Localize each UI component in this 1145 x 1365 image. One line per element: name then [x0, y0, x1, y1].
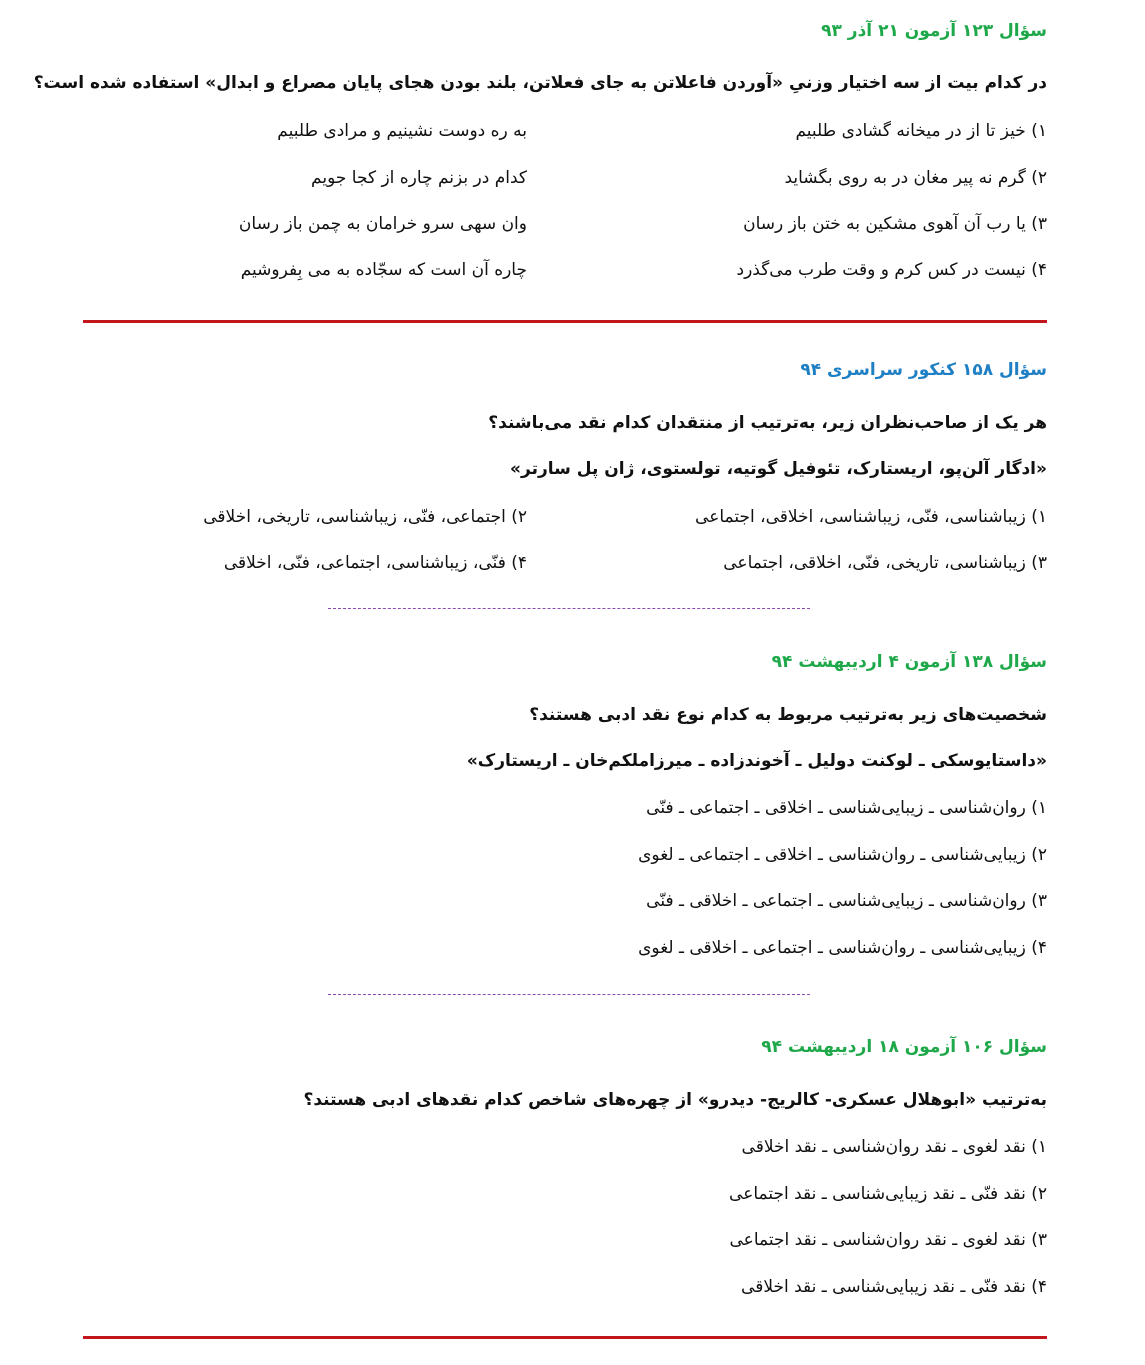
option-3: ۳) یا رب آن آهوی مشکین به ختن باز رسان: [743, 214, 1047, 234]
option-4-second-hemistich: چاره آن است که سجّاده به می بِفروشیم: [240, 260, 527, 280]
option-4: ۴) نیست در کس کرم و وقت طرب می‌گذرد: [736, 260, 1047, 280]
option-3-second-hemistich: وان سهی سرو خرامان به چمن باز رسان: [238, 214, 527, 234]
option-2: ۲) اجتماعی، فنّی، زیباشناسی، تاریخی، اخلاقی: [203, 507, 527, 527]
question-title: سؤال ۱۵۸ کنکور سراسری ۹۴: [800, 360, 1047, 380]
section-divider: [83, 320, 1047, 323]
option-3: ۳) نقد لغوی ـ نقد روان‌شناسی ـ نقد اجتماعی: [729, 1230, 1047, 1250]
option-2: ۲) گرم نه پیر مغان در به روی بگشاید: [784, 168, 1047, 188]
question-title: سؤال ۱۰۶ آزمون ۱۸ اردیبهشت ۹۴: [761, 1037, 1047, 1057]
question-text: در کدام بیت از سه اختیار وزنیِ «آوردن فاعلاتن به جای فعلاتن، بلند بودن هجای پایان مصراع و ابدال» استفاده شده است؟: [33, 73, 1047, 93]
option-3: ۳) روان‌شناسی ـ زیبایی‌شناسی ـ اجتماعی ـ اخلاقی ـ فنّی: [646, 891, 1047, 911]
option-2: ۲) نقد فنّی ـ نقد زیبایی‌شناسی ـ نقد اجتماعی: [729, 1184, 1047, 1204]
option-4: ۴) زیبایی‌شناسی ـ روان‌شناسی ـ اجتماعی ـ اخلاقی ـ لغوی: [638, 938, 1047, 958]
option-2: ۲) زیبایی‌شناسی ـ روان‌شناسی ـ اخلاقی ـ اجتماعی ـ لغوی: [638, 845, 1047, 865]
question-title: سؤال ۱۲۳ آزمون ۲۱ آذر ۹۳: [821, 21, 1047, 41]
question-text: شخصیت‌های زیر به‌ترتیب مربوط به کدام نوع نقد ادبی هستند؟: [529, 705, 1047, 725]
section-divider: [83, 1336, 1047, 1339]
dashed-divider: [328, 994, 810, 995]
question-quote: «داستایوسکی ـ لوکنت دولیل ـ آخوندزاده ـ میرزاملکم‌خان ـ اریستارک»: [466, 751, 1047, 771]
option-1: ۱) روان‌شناسی ـ زیبایی‌شناسی ـ اخلاقی ـ اجتماعی ـ فنّی: [646, 798, 1047, 818]
dashed-divider: [328, 608, 810, 609]
option-1-second-hemistich: به ره دوست نشینیم و مرادی طلبیم: [277, 121, 527, 141]
option-2-second-hemistich: کدام در بزنم چاره از کجا جویم: [311, 168, 527, 188]
question-text: به‌ترتیب «ابوهلال عسکری- کالریج- دیدرو» از چهره‌های شاخص کدام نقدهای ادبی هستند؟: [303, 1090, 1047, 1110]
option-3: ۳) زیباشناسی، تاریخی، فنّی، اخلاقی، اجتماعی: [723, 553, 1047, 573]
option-4: ۴) نقد فنّی ـ نقد زیبایی‌شناسی ـ نقد اخلاقی: [741, 1277, 1047, 1297]
option-4: ۴) فنّی، زیباشناسی، اجتماعی، فنّی، اخلاقی: [223, 553, 527, 573]
option-1: ۱) خیز تا از در میخانه گشادی طلبیم: [795, 121, 1047, 141]
question-text: هر یک از صاحب‌نظران زیر، به‌ترتیب از منتقدان کدام نقد می‌باشند؟: [488, 413, 1047, 433]
question-quote: «ادگار آلن‌پو، اریستارک، تئوفیل گوتیه، تولستوی، ژان پل سارتر»: [510, 459, 1047, 479]
question-title: سؤال ۱۳۸ آزمون ۴ اردیبهشت ۹۴: [771, 652, 1047, 672]
option-1: ۱) نقد لغوی ـ نقد روان‌شناسی ـ نقد اخلاقی: [741, 1137, 1047, 1157]
option-1: ۱) زیباشناسی، فنّی، زیباشناسی، اخلاقی، اجتماعی: [695, 507, 1047, 527]
